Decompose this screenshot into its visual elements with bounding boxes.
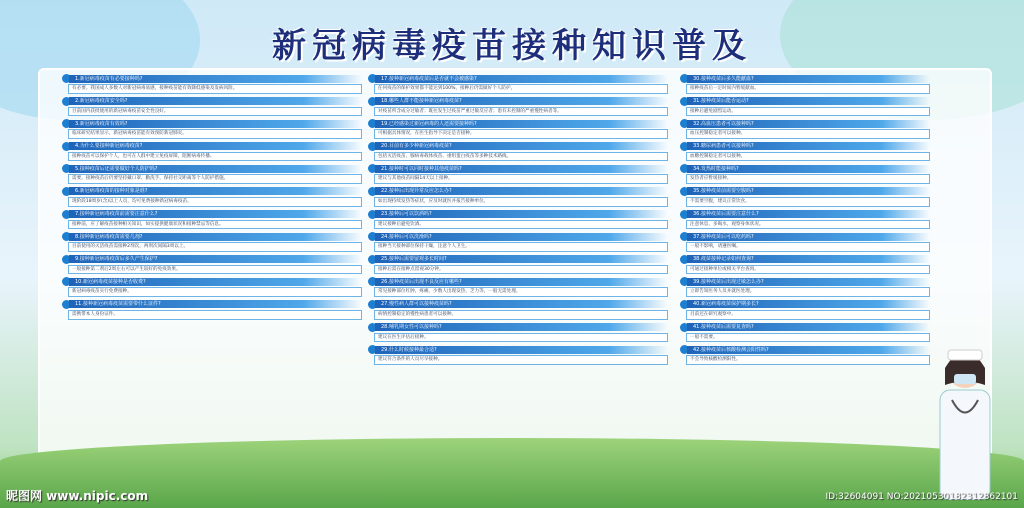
- faq-card: [368, 142, 668, 162]
- faq-question: [368, 232, 668, 241]
- faq-answer: 现阶段18周岁(含)以上人员，均可免费接种新冠病毒疫苗。: [68, 197, 362, 207]
- faq-card: [62, 210, 362, 230]
- faq-question: [62, 277, 362, 286]
- faq-question-text: 5.接种疫苗后还需要做好个人防护吗?: [69, 165, 362, 173]
- faq-answer: 任何疫苗的保护效果都不能达到100%，接种后仍需做好个人防护。: [374, 84, 668, 94]
- faq-card: [680, 142, 930, 162]
- faq-question-text: 8.接种新冠病毒疫苗需要几剂?: [69, 233, 362, 241]
- faq-card: [62, 187, 362, 207]
- faq-answer: 有必要。我国成人多数人对新冠病毒易感，接种疫苗能有效降低感染及发病风险。: [68, 84, 362, 94]
- faq-question-text: 29.什么时候接种最合适?: [375, 346, 668, 354]
- faq-question-text: 40.新冠病毒疫苗保护期多长?: [687, 300, 930, 308]
- faq-card: [62, 74, 362, 94]
- faq-card: [680, 119, 930, 139]
- faq-answer: 目前还在研究观察中。: [686, 310, 930, 320]
- faq-question: [680, 74, 930, 83]
- faq-question: [680, 255, 930, 264]
- faq-answer: 目前使用的灭活疫苗需接种2剂次，两剂次间隔3周以上。: [68, 242, 362, 252]
- column-middle: [368, 74, 668, 368]
- faq-answer: 对疫苗所含成分过敏者；既往发生过疫苗严重过敏反应者；患有未控制的严重慢性病者等。: [374, 107, 668, 117]
- faq-question: [368, 255, 668, 264]
- faq-answer: 目前国内获批使用的新冠病毒疫苗安全性良好。: [68, 107, 362, 117]
- faq-question-text: 33.糖尿病患者可以接种吗?: [687, 142, 930, 150]
- faq-answer: 血糖控制稳定者可以接种。: [686, 152, 930, 162]
- faq-answer: 接种疫苗可以保护个人，也可在人群中建立免疫屏障，阻断病毒传播。: [68, 152, 362, 162]
- faq-question: [62, 300, 362, 309]
- faq-answer: 可根据具体情况，在医生指导下决定是否接种。: [374, 129, 668, 139]
- faq-card: [680, 74, 930, 94]
- faq-answer: 临床研究结果显示，新冠病毒疫苗能有效预防新冠肺炎。: [68, 129, 362, 139]
- faq-question-text: 7.接种新冠病毒疫苗前需要注意什么?: [69, 210, 362, 218]
- faq-answer: 不会导致核酸检测阳性。: [686, 355, 930, 365]
- faq-answer: 常见接种部位红肿、疼痛，少数人出现发热、乏力等，一般无需处理。: [374, 287, 668, 297]
- faq-answer: 一般不需要。: [686, 333, 930, 343]
- faq-card: [680, 277, 930, 297]
- faq-question: [368, 74, 668, 83]
- faq-question-text: 35.接种疫苗前需要空腹吗?: [687, 187, 930, 195]
- faq-card: [680, 255, 930, 275]
- page-title: 新冠病毒疫苗接种知识普及: [272, 26, 752, 66]
- faq-question-text: 23.接种后可以饮酒吗?: [375, 210, 668, 218]
- faq-question: [680, 97, 930, 106]
- faq-answer: 不需要空腹，建议正常饮食。: [686, 197, 930, 207]
- faq-question-text: 9.接种新冠病毒疫苗后多久产生保护?: [69, 255, 362, 263]
- faq-card: [368, 345, 668, 365]
- faq-question: [368, 323, 668, 332]
- faq-question-text: 17.接种新冠病毒疫苗后是否就不会被感染?: [375, 75, 668, 83]
- faq-answer: 一般接种第二剂后2周左右可以产生较好的免疫效果。: [68, 265, 362, 275]
- faq-question: [368, 164, 668, 173]
- faq-question-text: 32.高血压患者可以接种吗?: [687, 120, 930, 128]
- faq-card: [680, 210, 930, 230]
- faq-question-text: 2.新冠病毒疫苗安全吗?: [69, 97, 362, 105]
- faq-question: [680, 345, 930, 354]
- faq-question: [368, 142, 668, 151]
- site-watermark: 昵图网 www.nipic.com: [6, 489, 149, 503]
- faq-answer: 需要。接种疫苗后仍要坚持戴口罩、勤洗手、保持社交距离等个人防护措施。: [68, 174, 362, 184]
- faq-question-text: 3.新冠病毒疫苗有效吗?: [69, 120, 362, 128]
- faq-question-text: 36.接种疫苗后需要注意什么?: [687, 210, 930, 218]
- faq-question: [680, 277, 930, 286]
- faq-card: [368, 232, 668, 252]
- faq-question-text: 21.接种时可以同时接种其他疫苗吗?: [375, 165, 668, 173]
- faq-question: [368, 300, 668, 309]
- faq-question-text: 22.接种后出现异常反应怎么办?: [375, 187, 668, 195]
- faq-question: [368, 119, 668, 128]
- faq-question: [680, 300, 930, 309]
- faq-card: [62, 232, 362, 252]
- column-left: [62, 74, 362, 323]
- faq-question: [62, 74, 362, 83]
- faq-answer: 需携带本人身份证件。: [68, 310, 362, 320]
- faq-card: [368, 164, 668, 184]
- faq-question: [680, 164, 930, 173]
- faq-card: [62, 97, 362, 117]
- faq-question-text: 42.接种疫苗后核酸检测会阳性吗?: [687, 346, 930, 354]
- faq-answer: 建议符合条件的人员尽早接种。: [374, 355, 668, 365]
- faq-card: [368, 277, 668, 297]
- image-id-watermark: ID:32604091 NO:20210530182312862101: [825, 492, 1018, 502]
- faq-answer: 一般不影响，请遵医嘱。: [686, 242, 930, 252]
- faq-card: [62, 119, 362, 139]
- faq-question-text: 39.接种疫苗后出现过敏怎么办?: [687, 278, 930, 286]
- faq-card: [62, 277, 362, 297]
- faq-question-text: 38.疫苗接种记录如何查询?: [687, 255, 930, 263]
- faq-question-text: 27.慢性病人群可以接种疫苗吗?: [375, 300, 668, 308]
- faq-question: [62, 97, 362, 106]
- faq-answer: 血压控制稳定者可以接种。: [686, 129, 930, 139]
- faq-card: [680, 187, 930, 207]
- faq-card: [62, 300, 362, 320]
- faq-question-text: 26.接种疫苗后出现不良反应有哪些?: [375, 278, 668, 286]
- faq-answer: 新冠病毒疫苗实行免费接种。: [68, 287, 362, 297]
- faq-answer: 包括灭活疫苗、腺病毒载体疫苗、重组蛋白疫苗等多种技术路线。: [374, 152, 668, 162]
- faq-question: [368, 187, 668, 196]
- faq-question-text: 4.为什么要接种新冠病毒疫苗?: [69, 142, 362, 150]
- faq-question: [62, 210, 362, 219]
- faq-answer: 建议在医生评估后接种。: [374, 333, 668, 343]
- faq-question-text: 20.目前有多少种新冠病毒疫苗?: [375, 142, 668, 150]
- faq-question-text: 18.哪些人群不能接种新冠病毒疫苗?: [375, 97, 668, 105]
- faq-question: [368, 210, 668, 219]
- faq-answer: 接种后避免剧烈运动。: [686, 107, 930, 117]
- faq-card: [62, 255, 362, 275]
- faq-card: [680, 300, 930, 320]
- faq-question: [62, 164, 362, 173]
- faq-question-text: 19.已经感染过新冠病毒的人还需要接种吗?: [375, 120, 668, 128]
- faq-answer: 注意休息，多喝水，观察身体状况。: [686, 220, 930, 230]
- faq-answer: 建议与其他疫苗间隔14天以上接种。: [374, 174, 668, 184]
- faq-card: [368, 74, 668, 94]
- faq-card: [368, 323, 668, 343]
- column-right: [680, 74, 930, 368]
- faq-question: [680, 323, 930, 332]
- faq-answer: 可通过接种单位或相关平台查询。: [686, 265, 930, 275]
- faq-answer: 立即告知医务人员并就医处理。: [686, 287, 930, 297]
- nurse-illustration: [930, 330, 1000, 500]
- faq-question-text: 11.接种新冠病毒疫苗需要带什么证件?: [69, 300, 362, 308]
- faq-question: [368, 277, 668, 286]
- faq-question: [368, 97, 668, 106]
- faq-card: [680, 323, 930, 343]
- faq-question: [680, 232, 930, 241]
- faq-card: [368, 97, 668, 117]
- faq-card: [368, 210, 668, 230]
- faq-question-text: 34.发热时能接种吗?: [687, 165, 930, 173]
- faq-question: [680, 142, 930, 151]
- faq-question: [62, 142, 362, 151]
- faq-question: [62, 255, 362, 264]
- faq-answer: 病情控制稳定的慢性病患者可以接种。: [374, 310, 668, 320]
- faq-question-text: 25.接种后需要留观多长时间?: [375, 255, 668, 263]
- faq-answer: 如出现持续发热等症状，应及时就医并报告接种单位。: [374, 197, 668, 207]
- faq-question: [680, 210, 930, 219]
- faq-card: [680, 97, 930, 117]
- faq-question: [368, 345, 668, 354]
- faq-answer: 发热者应暂缓接种。: [686, 174, 930, 184]
- faq-card: [368, 255, 668, 275]
- faq-card: [680, 345, 930, 365]
- faq-answer: 接种疫苗后一定时间内暂缓献血。: [686, 84, 930, 94]
- faq-question: [62, 232, 362, 241]
- faq-question: [62, 187, 362, 196]
- faq-question: [62, 119, 362, 128]
- faq-answer: 接种前，应了解疫苗接种相关知识，如实提供健康状况和接种禁忌等信息。: [68, 220, 362, 230]
- faq-card: [368, 187, 668, 207]
- faq-answer: 建议接种后避免饮酒。: [374, 220, 668, 230]
- faq-card: [62, 164, 362, 184]
- faq-answer: 接种当天接种部位保持干燥，注意个人卫生。: [374, 242, 668, 252]
- faq-question: [680, 119, 930, 128]
- faq-question-text: 6.新冠病毒疫苗的接种对象是谁?: [69, 187, 362, 195]
- faq-card: [368, 300, 668, 320]
- faq-question-text: 24.接种后可以洗澡吗?: [375, 233, 668, 241]
- faq-question-text: 28.哺乳期女性可以接种吗?: [375, 323, 668, 331]
- faq-question-text: 30.接种疫苗后多久能献血?: [687, 75, 930, 83]
- faq-card: [680, 164, 930, 184]
- faq-answer: 接种后需在接种点留观30分钟。: [374, 265, 668, 275]
- faq-card: [680, 232, 930, 252]
- faq-question-text: 1.新冠病毒疫苗有必要接种吗?: [69, 75, 362, 83]
- faq-card: [368, 119, 668, 139]
- faq-question-text: 37.接种疫苗后可以吃药吗?: [687, 233, 930, 241]
- faq-question-text: 41.接种疫苗后需要复查吗?: [687, 323, 930, 331]
- faq-question: [680, 187, 930, 196]
- faq-question-text: 10.新冠病毒疫苗接种是否收费?: [69, 278, 362, 286]
- faq-card: [62, 142, 362, 162]
- faq-question-text: 31.接种疫苗后能否运动?: [687, 97, 930, 105]
